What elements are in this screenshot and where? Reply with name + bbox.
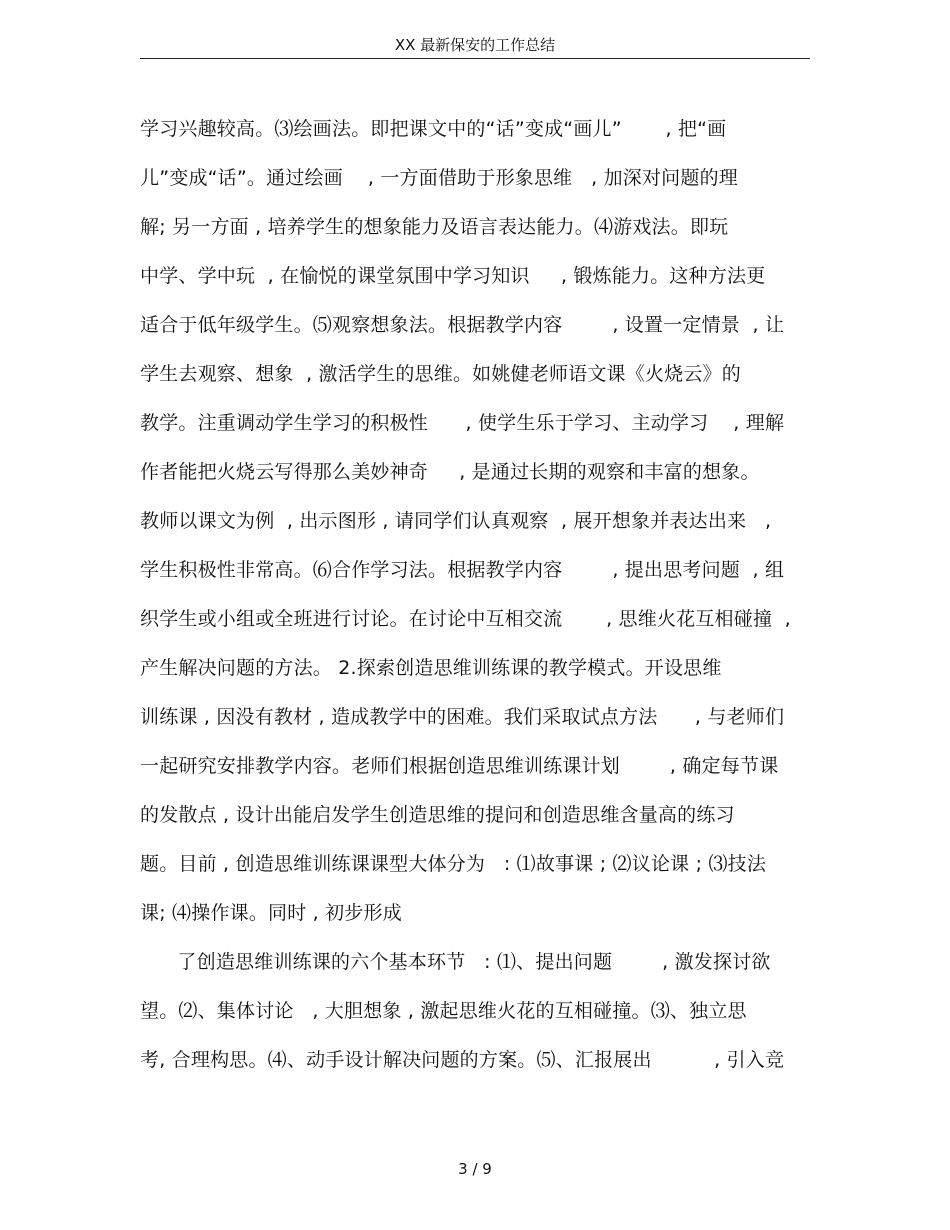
text-line: 题。目前 , 创造思维训练课课型大体分为 : ⑴故事课 ; ⑵议论课 ; ⑶技法 xyxy=(140,853,767,875)
paragraph-1 xyxy=(140,108,820,941)
text-line: 学习兴趣较高。⑶绘画法。即把课文中的“话”变成“画儿” , 把“画 xyxy=(140,118,727,140)
text-line: 作者能把火烧云写得那么美妙神奇 , 是通过长期的观察和丰富的想象。 xyxy=(140,461,760,483)
document-body xyxy=(140,108,820,1088)
text-line: 训练课 , 因没有教材 , 造成教学中的困难。我们采取试点方法 , 与老师们 xyxy=(140,706,785,728)
text-line: 学生去观察、想象 , 激活学生的思维。如姚健老师语文课《火烧云》的 xyxy=(140,363,741,385)
document-title: XX 最新保安的工作总结 xyxy=(394,36,556,54)
text-line: 适合于低年级学生。⑸观察想象法。根据教学内容 , 设置一定情景 , 让 xyxy=(140,314,785,336)
text-line: 学生积极性非常高。⑹合作学习法。根据教学内容 , 提出思考问题 , 组 xyxy=(140,559,785,581)
text-line: 织学生或小组或全班进行讨论。在讨论中互相交流 , 思维火花互相碰撞 , xyxy=(140,608,791,630)
text-line: 的发散点 , 设计出能启发学生创造思维的提问和创造思维含量高的练习 xyxy=(140,804,735,826)
text-line: 儿”变成“话”。通过绘画 , 一方面借助于形象思维 , 加深对问题的理 xyxy=(140,167,738,189)
text-line: 考, 合理构思。⑷、动手设计解决问题的方案。⑸、汇报展出 , 引入竞 xyxy=(140,1049,785,1071)
text-line: 解; 另一方面 , 培养学生的想象能力及语言表达能力。⑷游戏法。即玩 xyxy=(140,216,729,238)
page-footer xyxy=(0,1158,950,1180)
page-number: 3 / 9 xyxy=(458,1160,492,1178)
text-line: 教师以课文为例 , 出示图形 , 请同学们认真观察 , 展开想象并表达出来 , xyxy=(140,510,772,532)
paragraph-2 xyxy=(140,941,820,1088)
text-line: 教学。注重调动学生学习的积极性 , 使学生乐于学习、主动学习 , 理解 xyxy=(140,412,785,434)
page-header xyxy=(140,34,810,59)
text-line: 望。⑵、集体讨论 , 大胆想象 , 激起思维火花的互相碰撞。⑶、独立思 xyxy=(140,1000,747,1022)
text-line: 产生解决问题的方法。 2.探索创造思维训练课的教学模式。开设思维 xyxy=(140,657,722,679)
text-line: 了创造思维训练课的六个基本环节 : ⑴、提出问题 , 激发探讨欲 xyxy=(140,951,771,973)
text-line: 一起研究安排教学内容。老师们根据创造思维训练课计划 , 确定每节课 xyxy=(140,755,779,777)
text-line: 中学、学中玩 , 在愉悦的课堂氛围中学习知识 , 锻炼能力。这种方法更 xyxy=(140,265,766,287)
text-line: 课; ⑷操作课。同时 , 初步形成 xyxy=(140,902,402,924)
